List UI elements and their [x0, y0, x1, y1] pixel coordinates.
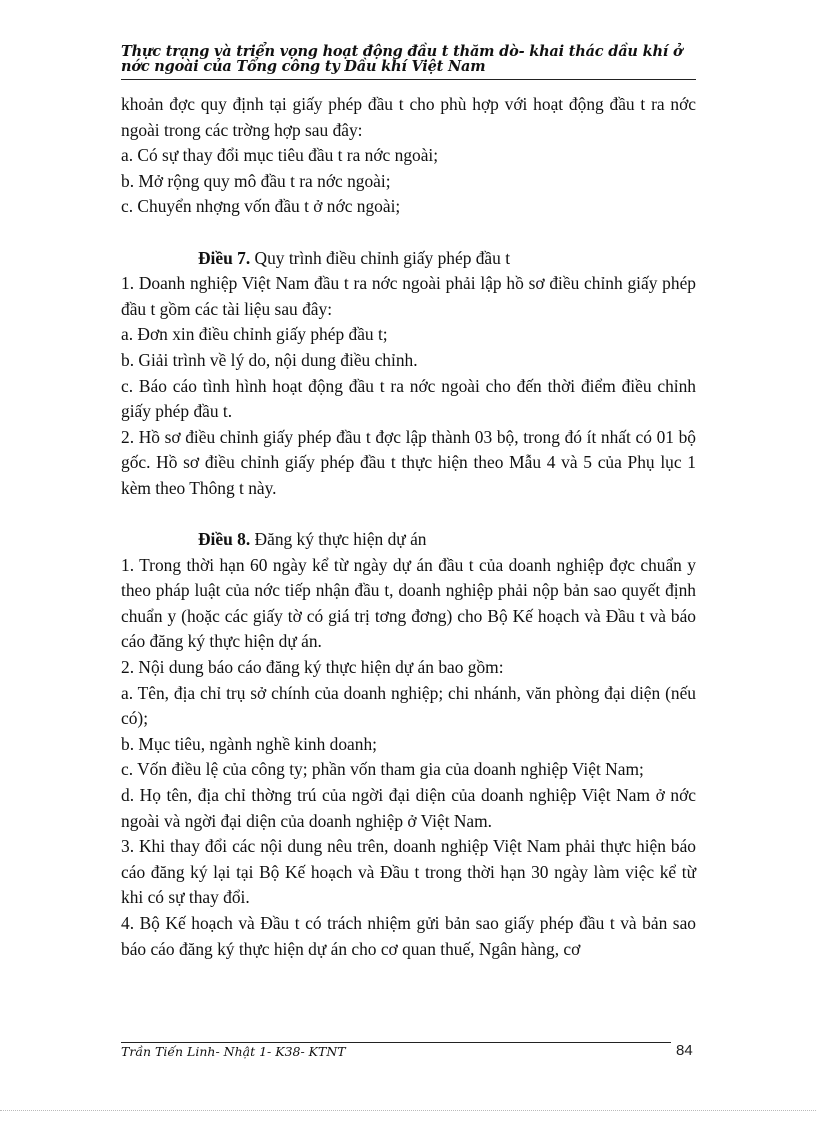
list-item: d. Họ tên, địa chỉ thờng trú của ngời đại diện của doanh nghiệp Việt Nam ở nớc ngoài và ngời đại diện của doanh nghiệp ở Việt Nam. [121, 785, 696, 831]
page-bottom-border [0, 1110, 816, 1111]
header-divider [121, 79, 696, 80]
article-7-number: Điều 7. [198, 247, 251, 268]
footer-divider [121, 1042, 671, 1043]
list-item: c. Chuyển nhợng vốn đầu t ở nớc ngoài; [121, 196, 401, 217]
page-number: 84 [676, 1042, 693, 1059]
article-8-title: Đăng ký thực hiện dự án [250, 529, 427, 550]
running-header: Thực trạng và triển vọng hoạt động đầu t thăm dò- khai thác dầu khí ở nớc ngoài của Tổng công ty Dầu khí Việt Nam [121, 43, 683, 75]
document-body [121, 92, 696, 962]
list-item: a. Có sự thay đổi mục tiêu đầu t ra nớc ngoài; [121, 145, 439, 166]
list-item: b. Giải trình về lý do, nội dung điều chỉnh. [121, 349, 418, 370]
spacer [121, 502, 696, 528]
paragraph: 4. Bộ Kế hoạch và Đầu t có trách nhiệm gửi bản sao giấy phép đầu t và bản sao báo cáo đăng ký thực hiện dự án cho cơ quan thuế, Ngân hàng, cơ [121, 913, 696, 959]
article-7-title: Quy trình điều chỉnh giấy phép đầu t [250, 247, 511, 268]
list-item: b. Mở rộng quy mô đầu t ra nớc ngoài; [121, 170, 391, 191]
list-item: b. Mục tiêu, ngành nghề kinh doanh; [121, 733, 377, 754]
paragraph: 3. Khi thay đổi các nội dung nêu trên, doanh nghiệp Việt Nam phải thực hiện báo cáo đăng ký lại tại Bộ Kế hoạch và Đầu t trong thời hạn 30 ngày làm việc kể từ khi có sự thay đổi. [121, 836, 696, 908]
paragraph: 2. Hồ sơ điều chỉnh giấy phép đầu t đợc lập thành 03 bộ, trong đó ít nhất có 01 bộ gốc. Hồ sơ điều chỉnh giấy phép đầu t thực hiện theo Mẫu 4 và 5 của Phụ lục 1 kèm theo Thông t này. [121, 426, 696, 498]
article-8-heading [121, 527, 696, 553]
list-item: a. Đơn xin điều chỉnh giấy phép đầu t; [121, 324, 388, 345]
article-8-number: Điều 8. [198, 529, 251, 550]
spacer [121, 220, 696, 246]
article-7-heading [121, 246, 696, 272]
paragraph: khoản đợc quy định tại giấy phép đầu t cho phù hợp với hoạt động đầu t ra nớc ngoài trong các trờng hợp sau đây: [121, 94, 696, 140]
list-item: a. Tên, địa chỉ trụ sở chính của doanh nghiệp; chi nhánh, văn phòng đại diện (nếu có); [121, 682, 696, 729]
list-item: c. Vốn điều lệ của công ty; phần vốn tham gia của doanh nghiệp Việt Nam; [121, 759, 644, 780]
paragraph: 1. Trong thời hạn 60 ngày kể từ ngày dự án đầu t của doanh nghiệp đợc chuẩn y theo pháp luật của nớc tiếp nhận đầu t, doanh nghiệp phải nộp bản sao quyết định chuẩn y (hoặc các giấy tờ có giá trị tơng đơng) cho Bộ Kế hoạch và Đầu t và báo cáo đăng ký thực hiện dự án. [121, 554, 696, 652]
paragraph: 2. Nội dung báo cáo đăng ký thực hiện dự án bao gồm: [121, 657, 504, 678]
list-item: c. Báo cáo tình hình hoạt động đầu t ra nớc ngoài cho đến thời điểm điều chỉnh giấy phép đầu t. [121, 375, 696, 422]
footer-author: Trần Tiến Linh- Nhật 1- K38- KTNT [121, 1044, 346, 1059]
paragraph: 1. Doanh nghiệp Việt Nam đầu t ra nớc ngoài phải lập hồ sơ điều chỉnh giấy phép đầu t gồm các tài liệu sau đây: [121, 273, 696, 319]
